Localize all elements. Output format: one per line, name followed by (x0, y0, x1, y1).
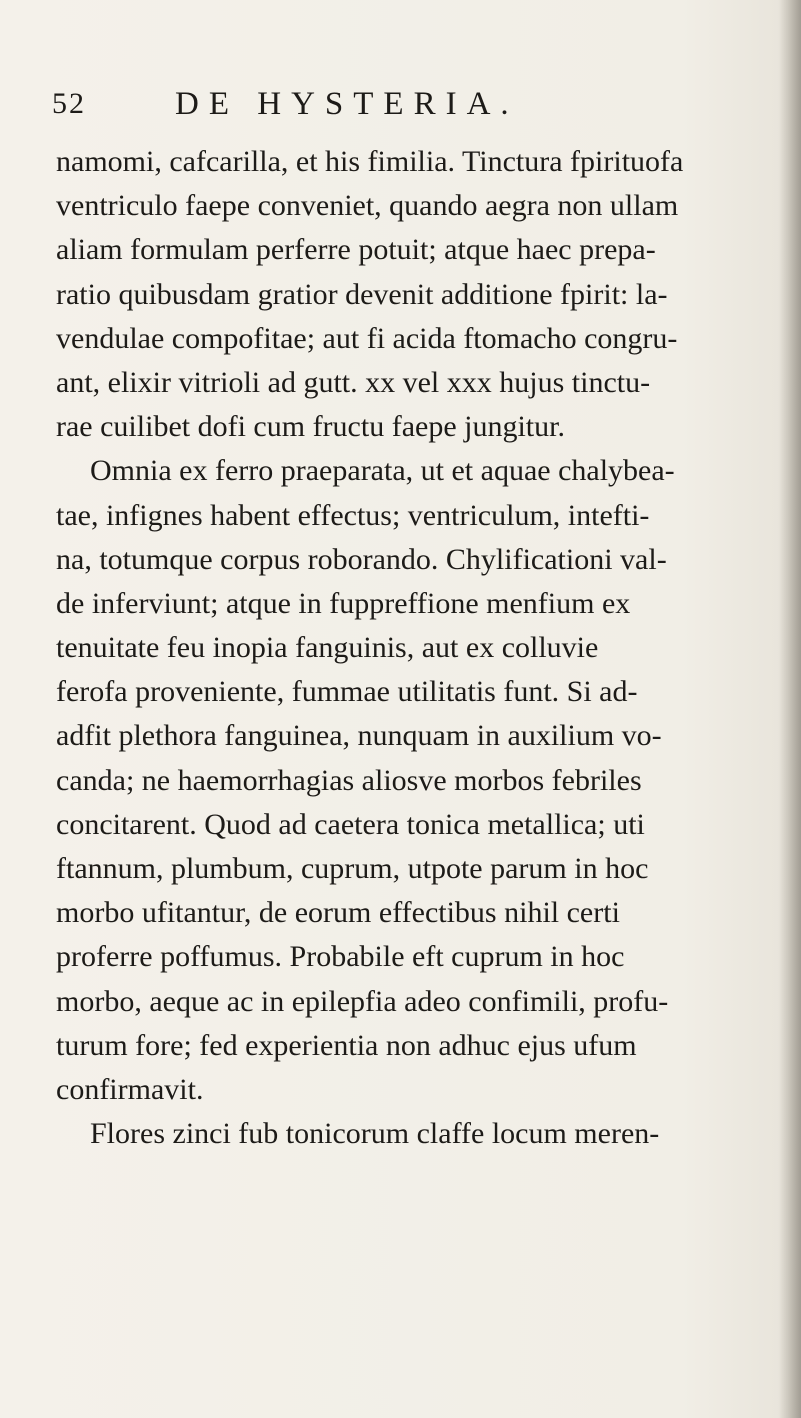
text-line: ant, elixir vitrioli ad gutt. xx vel xxx hujus tinctu- (56, 365, 651, 399)
text-line: tae, infignes habent effectus; ventriculum, intefti- (56, 498, 650, 532)
text-line: morbo ufitantur, de eorum effectibus nihil certi (56, 896, 620, 930)
text-line: proferre poffumus. Probabile eft cuprum in hoc (56, 940, 625, 974)
text-line: ratio quibusdam gratior devenit additione fpirit: la- (56, 277, 668, 311)
text-line: aliam formulam perferre potuit; atque haec prepa- (56, 233, 656, 267)
text-line: adfit plethora fanguinea, nunquam in auxilium vo- (56, 719, 662, 753)
text-line: ftannum, plumbum, cuprum, utpote parum in hoc (56, 852, 649, 885)
body-text (56, 140, 756, 1156)
page-number: 52 (52, 87, 86, 120)
page-spine-shadow (779, 0, 801, 1418)
text-line: de inferviunt; atque in fuppreffione menfium ex (56, 586, 631, 620)
text-line: turum fore; fed experientia non adhuc ejus ufum (56, 1028, 637, 1062)
page-header (52, 84, 742, 124)
text-line: Flores zinci fub tonicorum claffe locum meren- (90, 1117, 660, 1151)
text-line: morbo, aeque ac in epilepfia adeo confimili, profu- (56, 984, 669, 1018)
text-line: namomi, cafcarilla, et his fimilia. Tinctura fpirituofa (56, 145, 684, 178)
text-line: ventriculo faepe conveniet, quando aegra non ullam (56, 189, 679, 223)
text-line: confirmavit. (56, 1072, 204, 1106)
running-title: DE HYSTERIA. (175, 86, 519, 122)
text-line: na, totumque corpus roborando. Chylificationi val- (56, 542, 667, 576)
text-line: vendulae compofitae; aut fi acida ftomacho congru- (56, 321, 678, 355)
text-line: ferofa proveniente, fummae utilitatis funt. Si ad- (56, 675, 638, 709)
text-line: tenuitate feu inopia fanguinis, aut ex colluvie (56, 631, 599, 665)
text-line: Omnia ex ferro praeparata, ut et aquae chalybea- (90, 454, 675, 488)
text-line: canda; ne haemorrhagias aliosve morbos febriles (56, 763, 642, 797)
text-line: concitarent. Quod ad caetera tonica metallica; uti (56, 807, 645, 841)
text-line: rae cuilibet dofi cum fructu faepe jungitur. (56, 410, 565, 444)
